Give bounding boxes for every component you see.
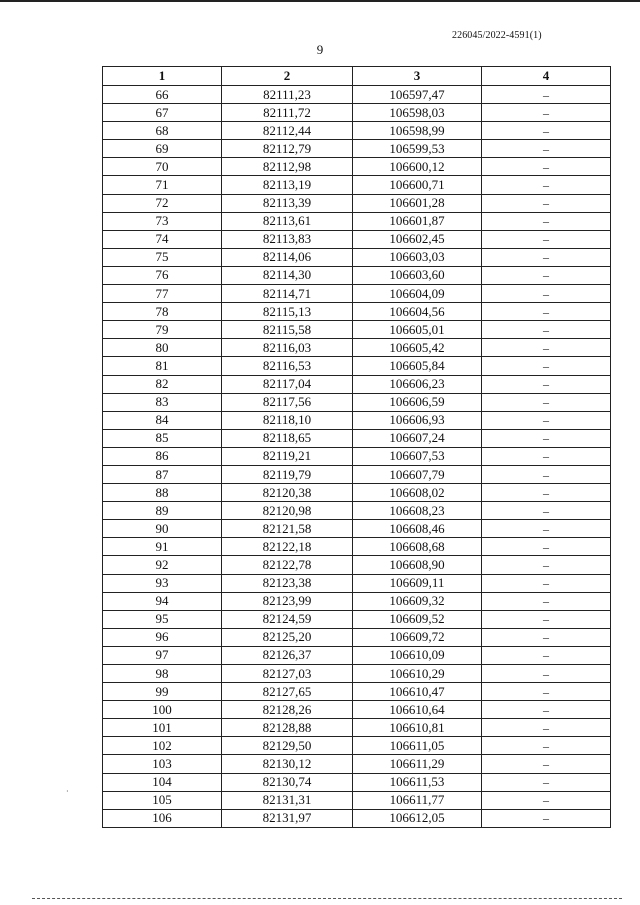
table-row xyxy=(103,429,611,447)
x-coordinate-cell: 82131,31 xyxy=(222,791,353,809)
note-cell: – xyxy=(482,140,611,158)
x-coordinate-cell: 82125,20 xyxy=(222,628,353,646)
table-row xyxy=(103,538,611,556)
x-coordinate-cell: 82112,98 xyxy=(222,158,353,176)
y-coordinate-cell: 106607,53 xyxy=(353,447,482,465)
note-cell: – xyxy=(482,574,611,592)
x-coordinate-cell: 82126,37 xyxy=(222,646,353,664)
note-cell: – xyxy=(482,520,611,538)
table-row xyxy=(103,610,611,628)
y-coordinate-cell: 106605,84 xyxy=(353,357,482,375)
table-row xyxy=(103,809,611,827)
note-cell: – xyxy=(482,266,611,284)
note-cell: – xyxy=(482,194,611,212)
y-coordinate-cell: 106599,53 xyxy=(353,140,482,158)
x-coordinate-cell: 82113,39 xyxy=(222,194,353,212)
point-number-cell: 88 xyxy=(103,484,222,502)
note-cell: – xyxy=(482,285,611,303)
x-coordinate-cell: 82116,53 xyxy=(222,357,353,375)
y-coordinate-cell: 106608,68 xyxy=(353,538,482,556)
point-number-cell: 74 xyxy=(103,230,222,248)
table-row xyxy=(103,303,611,321)
point-number-cell: 95 xyxy=(103,610,222,628)
note-cell: – xyxy=(482,104,611,122)
note-cell: – xyxy=(482,646,611,664)
y-coordinate-cell: 106601,28 xyxy=(353,194,482,212)
y-coordinate-cell: 106611,77 xyxy=(353,791,482,809)
x-coordinate-cell: 82118,65 xyxy=(222,429,353,447)
point-number-cell: 68 xyxy=(103,122,222,140)
y-coordinate-cell: 106607,24 xyxy=(353,429,482,447)
table-row xyxy=(103,357,611,375)
x-coordinate-cell: 82120,38 xyxy=(222,484,353,502)
y-coordinate-cell: 106601,87 xyxy=(353,212,482,230)
y-coordinate-cell: 106608,23 xyxy=(353,502,482,520)
y-coordinate-cell: 106609,52 xyxy=(353,610,482,628)
y-coordinate-cell: 106611,53 xyxy=(353,773,482,791)
note-cell: – xyxy=(482,809,611,827)
y-coordinate-cell: 106607,79 xyxy=(353,465,482,483)
note-cell: – xyxy=(482,303,611,321)
y-coordinate-cell: 106604,09 xyxy=(353,285,482,303)
point-number-cell: 105 xyxy=(103,791,222,809)
table-row xyxy=(103,683,611,701)
x-coordinate-cell: 82127,65 xyxy=(222,683,353,701)
table-row xyxy=(103,592,611,610)
y-coordinate-cell: 106602,45 xyxy=(353,230,482,248)
table-row xyxy=(103,86,611,104)
x-coordinate-cell: 82114,30 xyxy=(222,266,353,284)
table-row xyxy=(103,484,611,502)
note-cell: – xyxy=(482,230,611,248)
table-row xyxy=(103,574,611,592)
page-number: 9 xyxy=(316,42,324,57)
point-number-cell: 79 xyxy=(103,321,222,339)
x-coordinate-cell: 82116,03 xyxy=(222,339,353,357)
y-coordinate-cell: 106612,05 xyxy=(353,809,482,827)
point-number-cell: 69 xyxy=(103,140,222,158)
note-cell: – xyxy=(482,212,611,230)
table-row xyxy=(103,502,611,520)
x-coordinate-cell: 82114,06 xyxy=(222,248,353,266)
x-coordinate-cell: 82123,38 xyxy=(222,574,353,592)
x-coordinate-cell: 82128,26 xyxy=(222,701,353,719)
note-cell: – xyxy=(482,429,611,447)
note-cell: – xyxy=(482,122,611,140)
table-row xyxy=(103,737,611,755)
column-header-1: 1 xyxy=(103,67,222,86)
point-number-cell: 93 xyxy=(103,574,222,592)
note-cell: – xyxy=(482,393,611,411)
x-coordinate-cell: 82117,04 xyxy=(222,375,353,393)
table-row xyxy=(103,285,611,303)
note-cell: – xyxy=(482,556,611,574)
point-number-cell: 94 xyxy=(103,592,222,610)
point-number-cell: 106 xyxy=(103,809,222,827)
point-number-cell: 90 xyxy=(103,520,222,538)
x-coordinate-cell: 82115,58 xyxy=(222,321,353,339)
x-coordinate-cell: 82112,44 xyxy=(222,122,353,140)
table-row xyxy=(103,176,611,194)
note-cell: – xyxy=(482,176,611,194)
point-number-cell: 87 xyxy=(103,465,222,483)
x-coordinate-cell: 82111,23 xyxy=(222,86,353,104)
y-coordinate-cell: 106609,72 xyxy=(353,628,482,646)
point-number-cell: 67 xyxy=(103,104,222,122)
x-coordinate-cell: 82111,72 xyxy=(222,104,353,122)
point-number-cell: 76 xyxy=(103,266,222,284)
x-coordinate-cell: 82115,13 xyxy=(222,303,353,321)
x-coordinate-cell: 82118,10 xyxy=(222,411,353,429)
point-number-cell: 80 xyxy=(103,339,222,357)
y-coordinate-cell: 106600,71 xyxy=(353,176,482,194)
y-coordinate-cell: 106597,47 xyxy=(353,86,482,104)
stray-mark: · xyxy=(66,787,69,796)
y-coordinate-cell: 106608,90 xyxy=(353,556,482,574)
point-number-cell: 82 xyxy=(103,375,222,393)
x-coordinate-cell: 82112,79 xyxy=(222,140,353,158)
document-code: 226045/2022-4591(1) xyxy=(452,30,542,41)
point-number-cell: 73 xyxy=(103,212,222,230)
note-cell: – xyxy=(482,86,611,104)
top-border-line xyxy=(0,0,640,2)
note-cell: – xyxy=(482,538,611,556)
table-row xyxy=(103,701,611,719)
point-number-cell: 77 xyxy=(103,285,222,303)
table-row xyxy=(103,556,611,574)
point-number-cell: 71 xyxy=(103,176,222,194)
x-coordinate-cell: 82122,78 xyxy=(222,556,353,574)
point-number-cell: 75 xyxy=(103,248,222,266)
table-row xyxy=(103,248,611,266)
point-number-cell: 101 xyxy=(103,719,222,737)
note-cell: – xyxy=(482,339,611,357)
y-coordinate-cell: 106608,46 xyxy=(353,520,482,538)
table-row xyxy=(103,158,611,176)
y-coordinate-cell: 106606,23 xyxy=(353,375,482,393)
note-cell: – xyxy=(482,628,611,646)
note-cell: – xyxy=(482,755,611,773)
point-number-cell: 89 xyxy=(103,502,222,520)
note-cell: – xyxy=(482,665,611,683)
x-coordinate-cell: 82120,98 xyxy=(222,502,353,520)
note-cell: – xyxy=(482,610,611,628)
y-coordinate-cell: 106610,47 xyxy=(353,683,482,701)
note-cell: – xyxy=(482,447,611,465)
note-cell: – xyxy=(482,158,611,176)
note-cell: – xyxy=(482,791,611,809)
table-row xyxy=(103,194,611,212)
note-cell: – xyxy=(482,502,611,520)
table-row xyxy=(103,646,611,664)
y-coordinate-cell: 106604,56 xyxy=(353,303,482,321)
table-row xyxy=(103,719,611,737)
y-coordinate-cell: 106598,99 xyxy=(353,122,482,140)
point-number-cell: 104 xyxy=(103,773,222,791)
x-coordinate-cell: 82119,79 xyxy=(222,465,353,483)
y-coordinate-cell: 106609,11 xyxy=(353,574,482,592)
x-coordinate-cell: 82130,12 xyxy=(222,755,353,773)
note-cell: – xyxy=(482,375,611,393)
table-row xyxy=(103,212,611,230)
y-coordinate-cell: 106610,29 xyxy=(353,665,482,683)
note-cell: – xyxy=(482,465,611,483)
y-coordinate-cell: 106603,03 xyxy=(353,248,482,266)
point-number-cell: 83 xyxy=(103,393,222,411)
table-row xyxy=(103,773,611,791)
x-coordinate-cell: 82119,21 xyxy=(222,447,353,465)
point-number-cell: 92 xyxy=(103,556,222,574)
table-row xyxy=(103,665,611,683)
table-row xyxy=(103,266,611,284)
table-row xyxy=(103,411,611,429)
y-coordinate-cell: 106600,12 xyxy=(353,158,482,176)
note-cell: – xyxy=(482,719,611,737)
table-row xyxy=(103,755,611,773)
table-header-row xyxy=(103,67,611,86)
point-number-cell: 70 xyxy=(103,158,222,176)
table-row xyxy=(103,447,611,465)
table-row xyxy=(103,393,611,411)
x-coordinate-cell: 82128,88 xyxy=(222,719,353,737)
table-row xyxy=(103,791,611,809)
table-row xyxy=(103,628,611,646)
point-number-cell: 91 xyxy=(103,538,222,556)
point-number-cell: 97 xyxy=(103,646,222,664)
x-coordinate-cell: 82114,71 xyxy=(222,285,353,303)
point-number-cell: 99 xyxy=(103,683,222,701)
table-row xyxy=(103,339,611,357)
x-coordinate-cell: 82130,74 xyxy=(222,773,353,791)
y-coordinate-cell: 106606,59 xyxy=(353,393,482,411)
table-row xyxy=(103,230,611,248)
point-number-cell: 100 xyxy=(103,701,222,719)
x-coordinate-cell: 82121,58 xyxy=(222,520,353,538)
x-coordinate-cell: 82113,83 xyxy=(222,230,353,248)
x-coordinate-cell: 82113,61 xyxy=(222,212,353,230)
x-coordinate-cell: 82113,19 xyxy=(222,176,353,194)
table-row xyxy=(103,375,611,393)
note-cell: – xyxy=(482,773,611,791)
table-row xyxy=(103,465,611,483)
note-cell: – xyxy=(482,248,611,266)
table-row xyxy=(103,321,611,339)
y-coordinate-cell: 106610,64 xyxy=(353,701,482,719)
note-cell: – xyxy=(482,701,611,719)
x-coordinate-cell: 82127,03 xyxy=(222,665,353,683)
y-coordinate-cell: 106610,81 xyxy=(353,719,482,737)
table-row xyxy=(103,140,611,158)
point-number-cell: 84 xyxy=(103,411,222,429)
x-coordinate-cell: 82123,99 xyxy=(222,592,353,610)
point-number-cell: 98 xyxy=(103,665,222,683)
column-header-2: 2 xyxy=(222,67,353,86)
y-coordinate-cell: 106611,29 xyxy=(353,755,482,773)
note-cell: – xyxy=(482,357,611,375)
note-cell: – xyxy=(482,737,611,755)
note-cell: – xyxy=(482,411,611,429)
table-row xyxy=(103,122,611,140)
x-coordinate-cell: 82117,56 xyxy=(222,393,353,411)
y-coordinate-cell: 106605,01 xyxy=(353,321,482,339)
x-coordinate-cell: 82122,18 xyxy=(222,538,353,556)
y-coordinate-cell: 106610,09 xyxy=(353,646,482,664)
y-coordinate-cell: 106598,03 xyxy=(353,104,482,122)
x-coordinate-cell: 82131,97 xyxy=(222,809,353,827)
y-coordinate-cell: 106611,05 xyxy=(353,737,482,755)
y-coordinate-cell: 106606,93 xyxy=(353,411,482,429)
note-cell: – xyxy=(482,321,611,339)
note-cell: – xyxy=(482,484,611,502)
point-number-cell: 102 xyxy=(103,737,222,755)
point-number-cell: 78 xyxy=(103,303,222,321)
column-header-4: 4 xyxy=(482,67,611,86)
y-coordinate-cell: 106608,02 xyxy=(353,484,482,502)
table-row xyxy=(103,520,611,538)
point-number-cell: 72 xyxy=(103,194,222,212)
bottom-border-line xyxy=(32,898,622,899)
coordinates-table xyxy=(102,66,611,828)
point-number-cell: 86 xyxy=(103,447,222,465)
point-number-cell: 96 xyxy=(103,628,222,646)
x-coordinate-cell: 82124,59 xyxy=(222,610,353,628)
point-number-cell: 81 xyxy=(103,357,222,375)
y-coordinate-cell: 106605,42 xyxy=(353,339,482,357)
note-cell: – xyxy=(482,683,611,701)
column-header-3: 3 xyxy=(353,67,482,86)
point-number-cell: 66 xyxy=(103,86,222,104)
table-row xyxy=(103,104,611,122)
y-coordinate-cell: 106603,60 xyxy=(353,266,482,284)
note-cell: – xyxy=(482,592,611,610)
point-number-cell: 85 xyxy=(103,429,222,447)
point-number-cell: 103 xyxy=(103,755,222,773)
x-coordinate-cell: 82129,50 xyxy=(222,737,353,755)
y-coordinate-cell: 106609,32 xyxy=(353,592,482,610)
